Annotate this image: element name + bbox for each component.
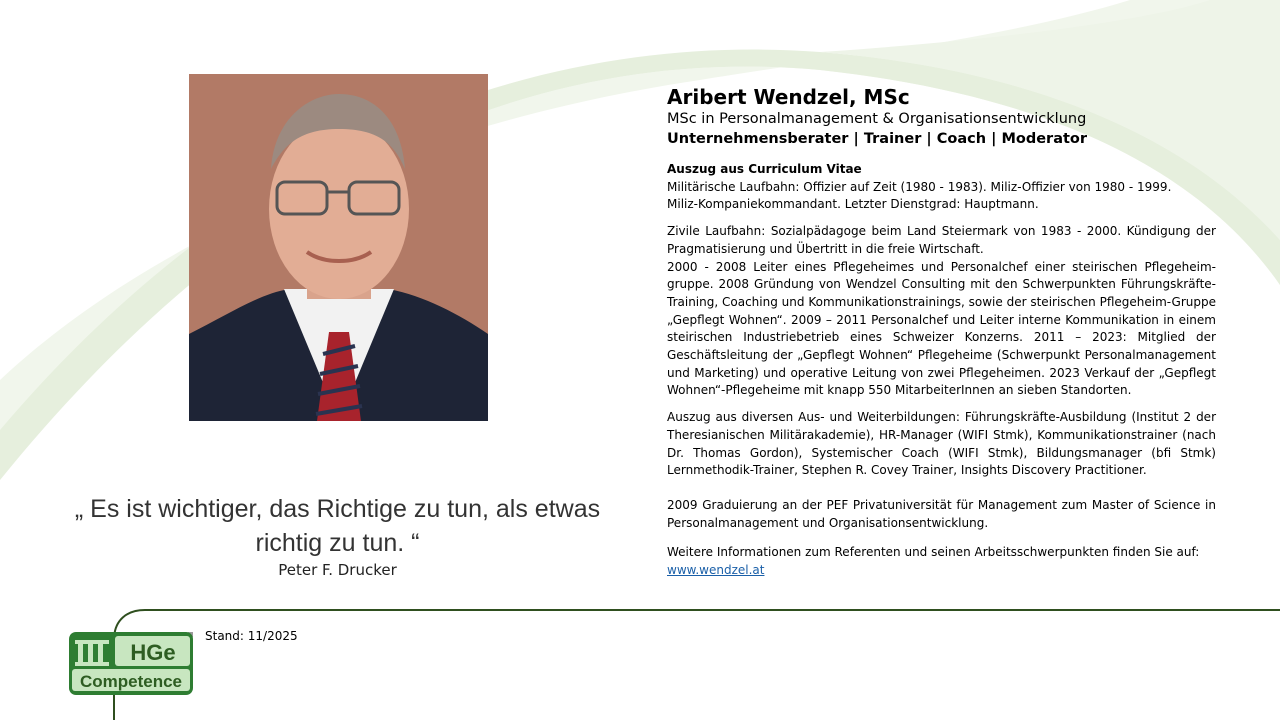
cv-civil-career: Zivile Laufbahn: Sozialpädagoge beim Land Steiermark von 1983 - 2000. Kündigung der Pragmatisierung und Übertritt in die freie Wirtschaft. — [667, 224, 1216, 256]
cv-military-line-2: Miliz-Kompaniekommandant. Letzter Dienstgrad: Hauptmann. — [667, 197, 1039, 212]
logo-text-top: HGe — [130, 640, 176, 665]
logo-text-bottom: Competence — [79, 672, 183, 691]
stand-date: Stand: 11/2025 — [205, 629, 298, 643]
website-link[interactable]: www.wendzel.at — [667, 563, 765, 578]
quote-block — [60, 492, 615, 579]
cv-graduation: 2009 Graduierung an der PEF Privatuniversität für Management zum Master of Science in Personalmanagement und Organisationsentwicklung. — [667, 497, 1216, 530]
cv-training: Auszug aus diversen Aus- und Weiterbildungen: Führungskräfte-Ausbildung (Institut 2 der Theresianischen Militärakademie), HR-Manager (WIFI Stmk), Kommunikationstrainer (nach Dr. Thomas Gordon), Systemischer Coach (WIFI Stmk), Bildungsmanager (bfi Stmk) Lernmethodik-Trainer, Stephen R. Covey Trainer, Insights Discovery Practitioner. — [667, 410, 1216, 478]
quote-text: „ Es ist wichtiger, das Richtige zu tun, als etwas richtig zu tun. “ — [74, 495, 601, 557]
cv-heading: Auszug aus Curriculum Vitae — [667, 162, 862, 176]
cv-military-line-1: Militärische Laufbahn: Offizier auf Zeit (1980 - 1983). Miliz-Offizier von 1980 - 1999. — [667, 179, 1172, 194]
profile-roles: Unternehmensberater | Trainer | Coach | Moderator — [667, 131, 1088, 147]
cv-career: 2000 - 2008 Leiter eines Pflegeheimes und Personalchef einer steirischen Pflegeheim-gruppe. 2008 Gründung von Wendzel Consulting mit den Schwerpunkten Führungskräfte-Training, Coaching und Kommunikationstrainings, sowie der steirischen Pflegeheim-Gruppe „Gepflegt Wohnen“. 2009 – 2011 Personalchef und Leiter interne Kommunikation in einem steirischen Industriebetrieb eines Schweizer Konzerns. 2011 – 2023: Mitglied der Geschäftsleitung der „Gepflegt Wohnen“ Pflegeheime (Schwerpunkt Personalmanagement und Marketing) und operative Leitung von zwei Pflegeheimen. 2023 Verkauf der „Gepflegt Wohnen“-Pflegeheime mit knapp 550 MitarbeiterInnen an sieben Standorten. — [667, 259, 1216, 398]
portrait-photo — [189, 74, 488, 421]
hge-competence-logo — [69, 632, 193, 695]
curriculum-vitae — [667, 161, 1216, 580]
profile-section — [667, 85, 1216, 580]
profile-degree: MSc in Personalmanagement & Organisationsentwicklung — [667, 111, 1087, 127]
quote-author: Peter F. Drucker — [278, 561, 397, 579]
cv-more-info: Weitere Informationen zum Referenten und seinen Arbeitsschwerpunkten finden Sie auf: — [667, 545, 1200, 560]
profile-name: Aribert Wendzel, MSc — [667, 85, 910, 109]
